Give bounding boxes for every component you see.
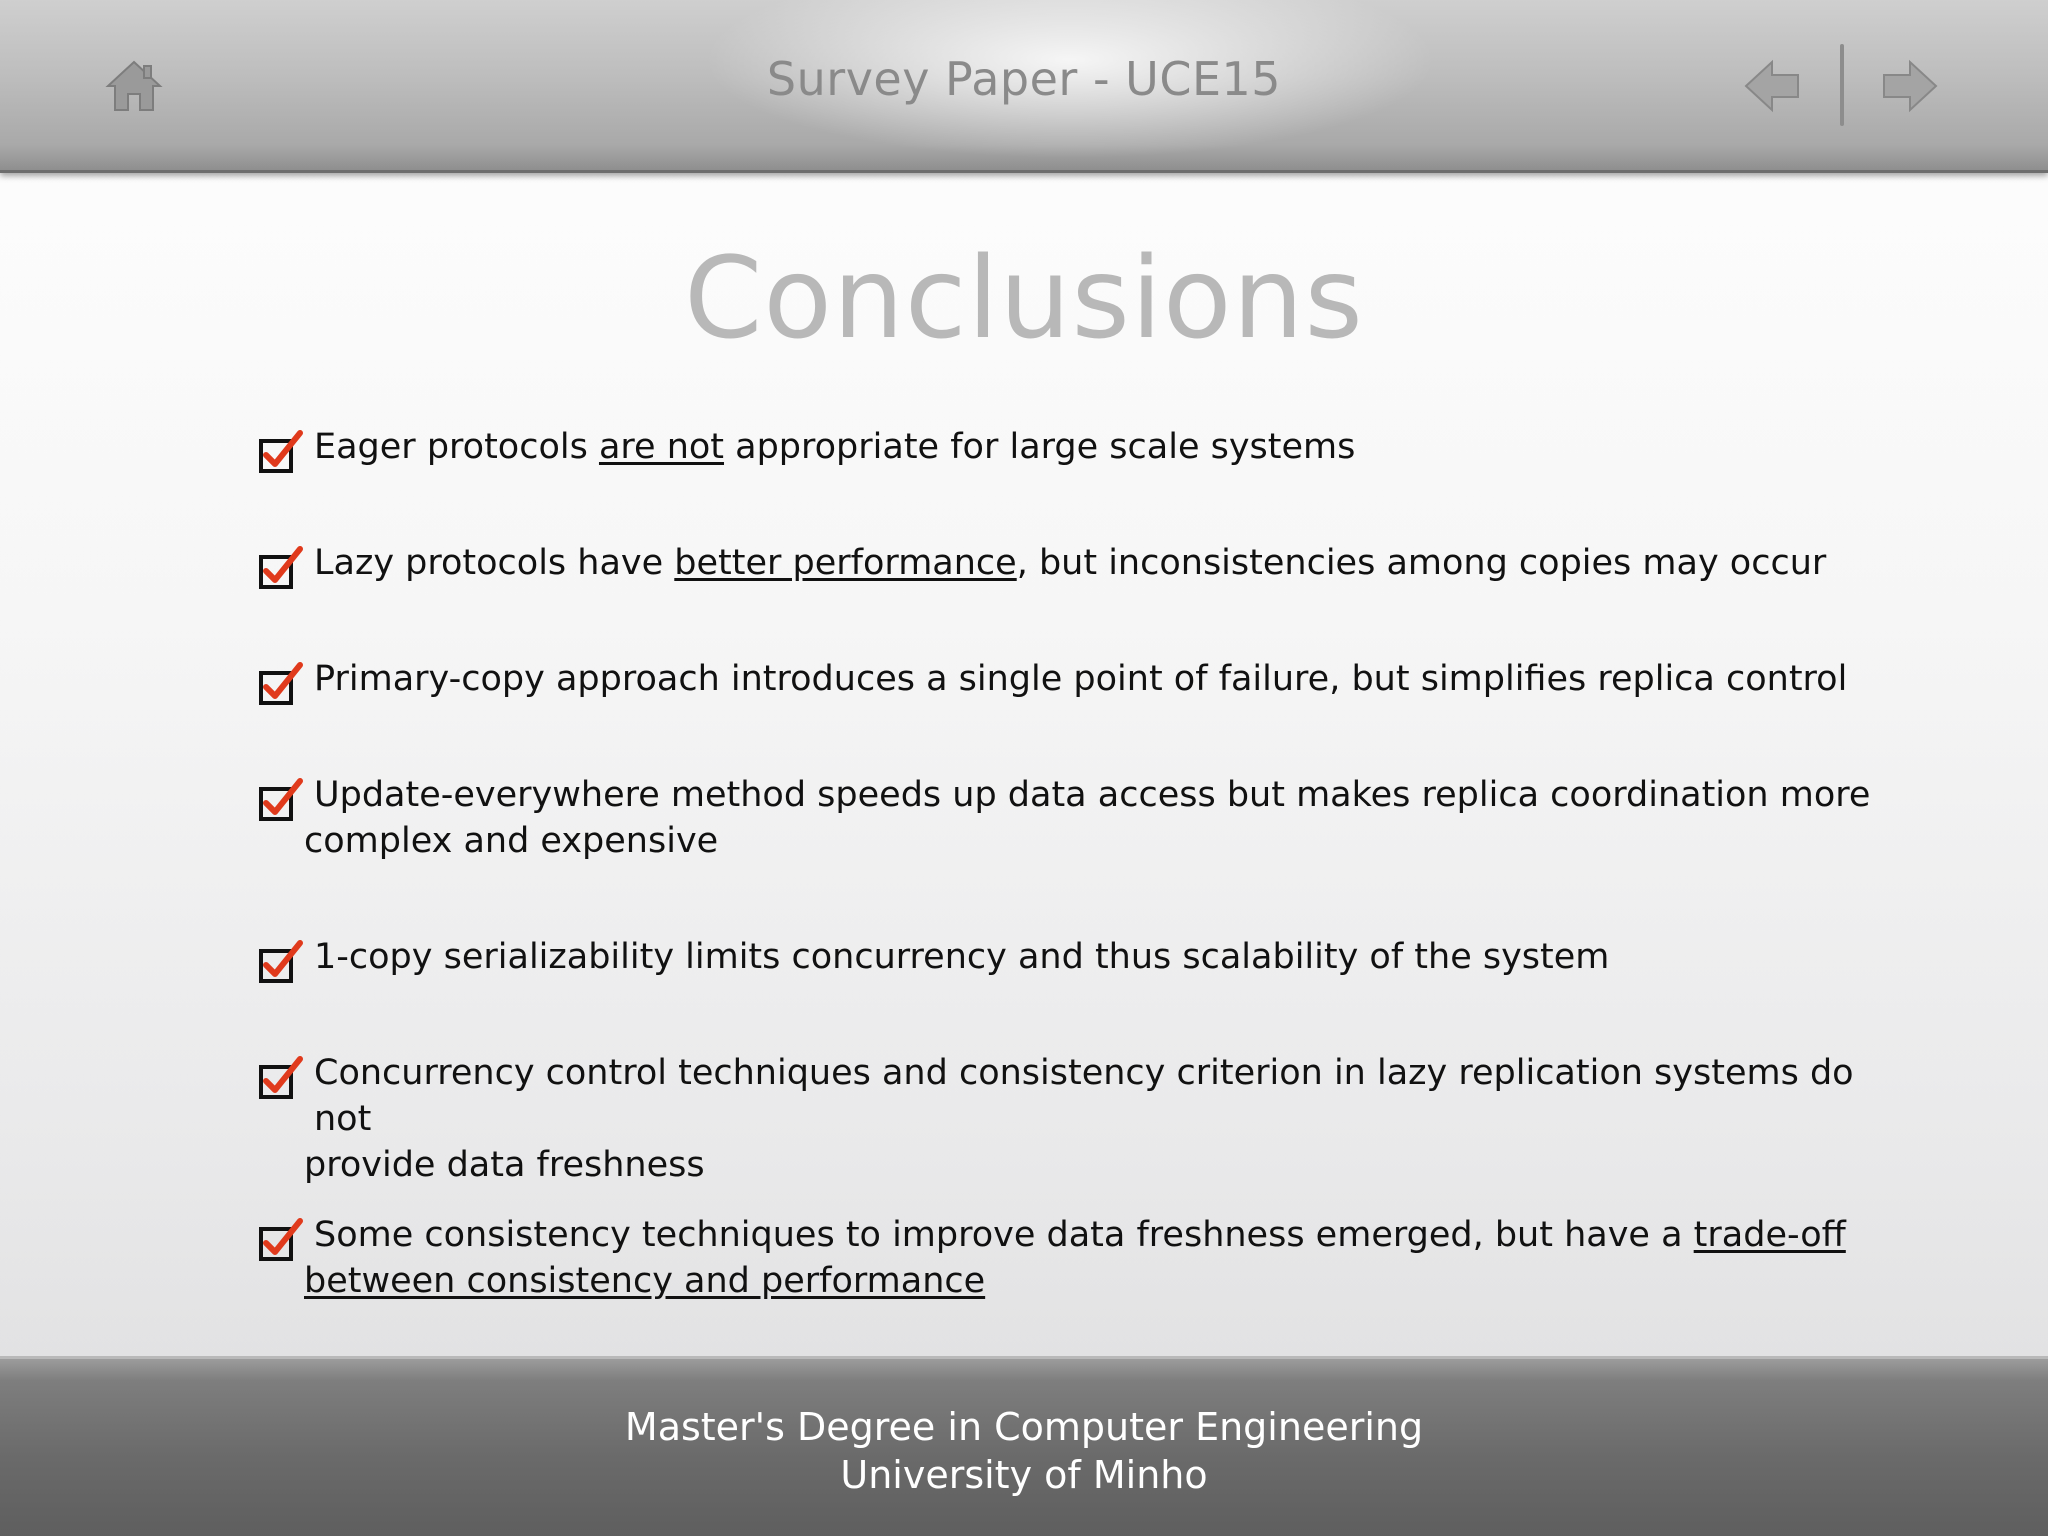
bullet-text-part: Eager protocols (314, 427, 599, 467)
underlined-phrase: better performance (674, 543, 1017, 583)
bullet-text-line: complex and expensive (304, 821, 719, 861)
bullet-text (304, 1212, 1894, 1304)
bullet-text (304, 1050, 1894, 1188)
underlined-phrase: trade-off (1693, 1215, 1846, 1255)
bullet-text: Primary-copy approach introduces a single point of failure, but simplifies replica control (314, 659, 1848, 699)
bullet-text: 1-copy serializability limits concurrency and thus scalability of the system (314, 937, 1610, 977)
bullet-text (304, 772, 1894, 864)
bullet-text-line: Concurrency control techniques and consistency criterion in lazy replication systems do not (314, 1053, 1854, 1139)
bullet-text-line: provide data freshness (304, 1145, 705, 1185)
footer-university: University of Minho (840, 1453, 1208, 1497)
bullet-text-part: Some consistency techniques to improve data freshness emerged, but have a (314, 1215, 1694, 1255)
bullet-text-line: Update-everywhere method speeds up data access but makes replica coordination more (314, 775, 1871, 815)
footer-bar (0, 1356, 2048, 1536)
bullet-text-part: Lazy protocols have (314, 543, 675, 583)
bullet-text-part: appropriate for large scale systems (724, 427, 1356, 467)
bullet-text (314, 540, 1894, 586)
footer-degree: Master's Degree in Computer Engineering (624, 1405, 1424, 1449)
checkbox-checked-icon (258, 662, 304, 706)
underlined-phrase: between consistency and performance (304, 1261, 986, 1301)
checkbox-checked-icon (258, 546, 304, 590)
checkbox-checked-icon (258, 1056, 304, 1100)
checkbox-checked-icon (258, 1218, 304, 1262)
checkbox-checked-icon (258, 940, 304, 984)
bullet-text-part: , but inconsistencies among copies may occur (1016, 543, 1827, 583)
underlined-phrase: are not (598, 427, 725, 467)
checkbox-checked-icon (258, 778, 304, 822)
bullet-text (314, 424, 1894, 470)
slide-title: Conclusions (684, 234, 1364, 364)
presentation-title: Survey Paper - UCE15 (766, 52, 1282, 106)
checkbox-checked-icon (258, 430, 304, 474)
